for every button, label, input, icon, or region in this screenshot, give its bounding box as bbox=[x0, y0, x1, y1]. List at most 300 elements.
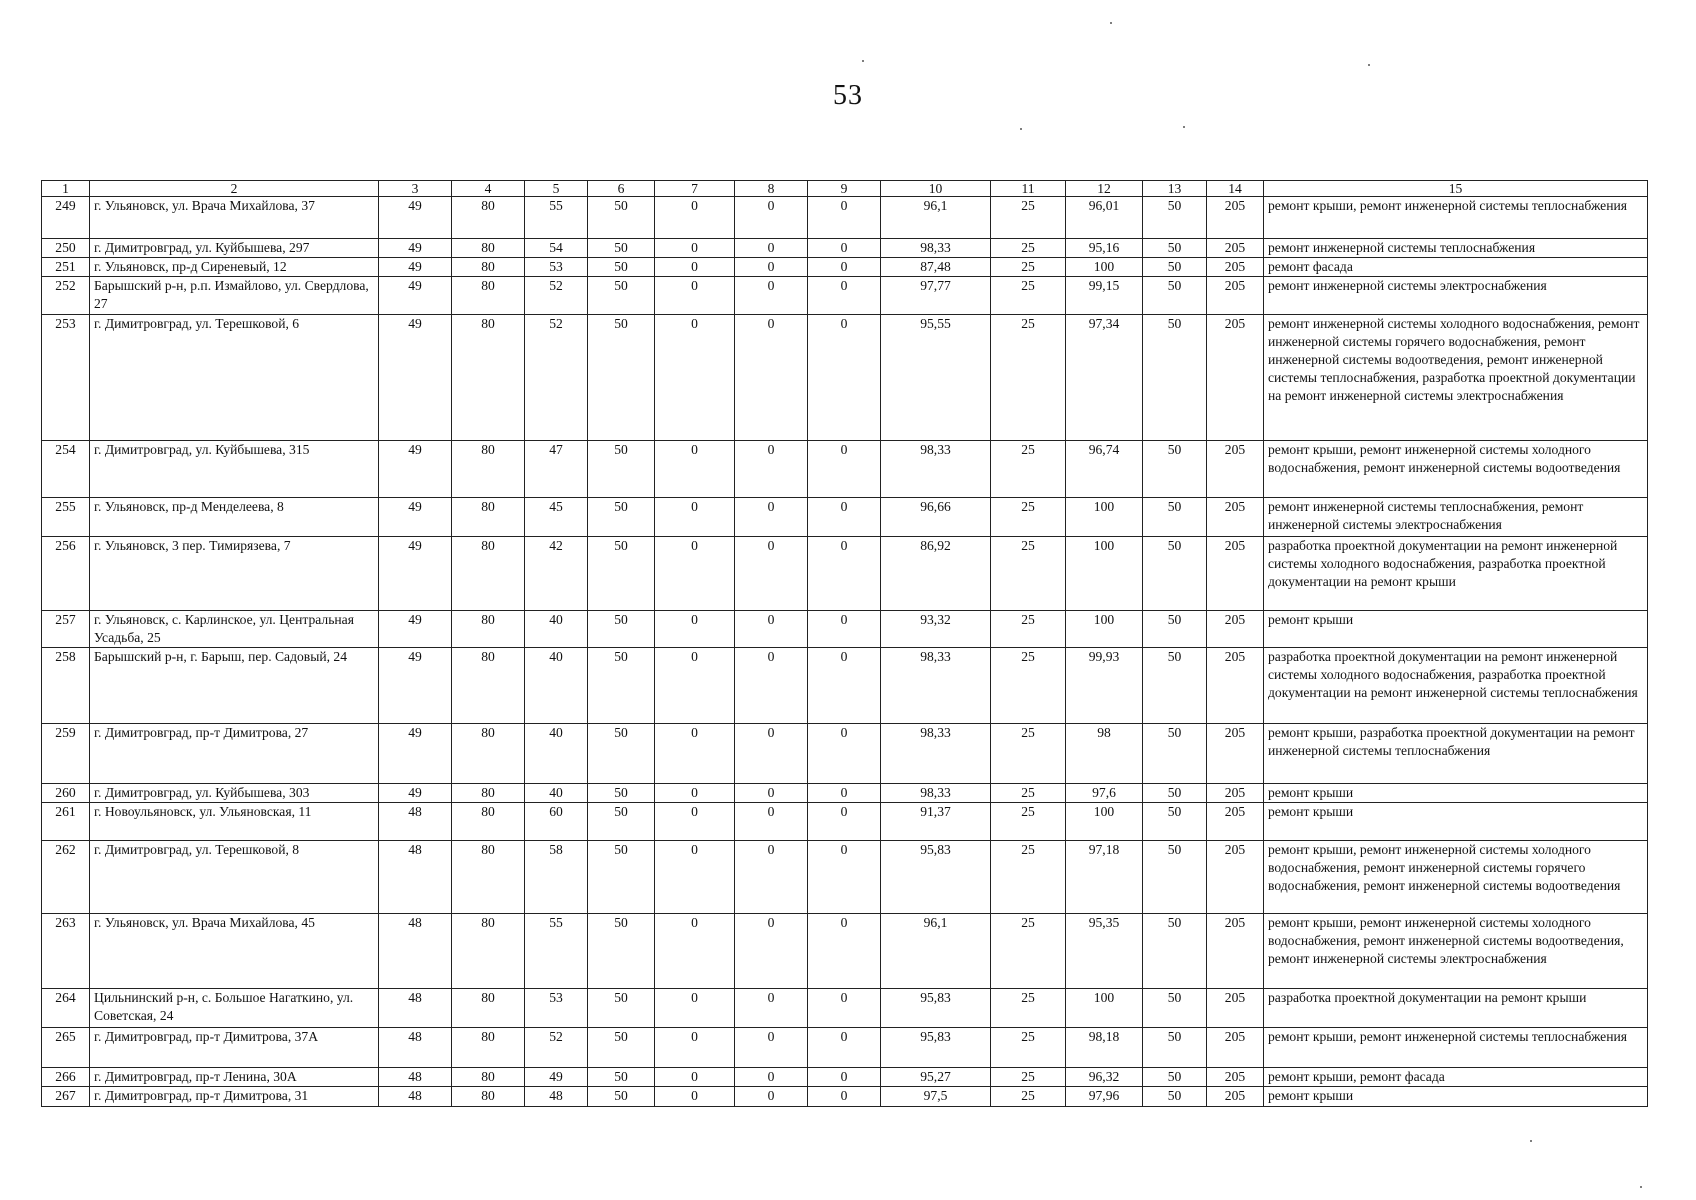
value-col-3: 49 bbox=[379, 441, 452, 498]
works-cell: разработка проектной документации на ремонт инженерной системы холодного водоснабжения, разработка проектной документации на ремонт крыши bbox=[1264, 537, 1648, 611]
table-row bbox=[42, 784, 1648, 803]
value-col-8: 0 bbox=[735, 611, 808, 648]
value-col-5: 40 bbox=[525, 724, 588, 784]
value-col-7: 0 bbox=[655, 784, 735, 803]
value-col-11: 25 bbox=[991, 277, 1066, 315]
value-col-13: 50 bbox=[1143, 258, 1207, 277]
value-col-12: 100 bbox=[1066, 803, 1143, 841]
value-col-7: 0 bbox=[655, 724, 735, 784]
value-col-14: 205 bbox=[1207, 258, 1264, 277]
value-col-7: 0 bbox=[655, 914, 735, 989]
value-col-14: 205 bbox=[1207, 197, 1264, 239]
value-col-3: 49 bbox=[379, 239, 452, 258]
address-cell: г. Димитровград, пр-т Ленина, 30А bbox=[90, 1068, 379, 1087]
value-col-10: 95,83 bbox=[881, 841, 991, 914]
table-row bbox=[42, 1087, 1648, 1107]
value-col-8: 0 bbox=[735, 1087, 808, 1107]
value-col-11: 25 bbox=[991, 914, 1066, 989]
value-col-5: 52 bbox=[525, 277, 588, 315]
works-cell: ремонт инженерной системы холодного водоснабжения, ремонт инженерной системы горячего водоснабжения, ремонт инженерной системы водоотведения, ремонт инженерной системы теплоснабжения, разработка проектной документации на ремонт инженерной системы электроснабжения bbox=[1264, 315, 1648, 441]
table-row bbox=[42, 258, 1648, 277]
value-col-9: 0 bbox=[808, 784, 881, 803]
value-col-10: 98,33 bbox=[881, 441, 991, 498]
value-col-5: 55 bbox=[525, 197, 588, 239]
value-col-14: 205 bbox=[1207, 784, 1264, 803]
value-col-10: 95,55 bbox=[881, 315, 991, 441]
value-col-3: 49 bbox=[379, 315, 452, 441]
value-col-14: 205 bbox=[1207, 537, 1264, 611]
table-row bbox=[42, 277, 1648, 315]
value-col-7: 0 bbox=[655, 841, 735, 914]
value-col-14: 205 bbox=[1207, 239, 1264, 258]
value-col-10: 91,37 bbox=[881, 803, 991, 841]
row-number: 257 bbox=[42, 611, 90, 648]
value-col-10: 98,33 bbox=[881, 239, 991, 258]
address-cell: г. Димитровград, ул. Терешковой, 8 bbox=[90, 841, 379, 914]
address-cell: г. Ульяновск, 3 пер. Тимирязева, 7 bbox=[90, 537, 379, 611]
value-col-6: 50 bbox=[588, 315, 655, 441]
row-number: 264 bbox=[42, 989, 90, 1028]
value-col-9: 0 bbox=[808, 1068, 881, 1087]
value-col-7: 0 bbox=[655, 258, 735, 277]
value-col-13: 50 bbox=[1143, 277, 1207, 315]
value-col-3: 48 bbox=[379, 803, 452, 841]
value-col-8: 0 bbox=[735, 315, 808, 441]
value-col-9: 0 bbox=[808, 258, 881, 277]
value-col-9: 0 bbox=[808, 537, 881, 611]
value-col-5: 42 bbox=[525, 537, 588, 611]
value-col-13: 50 bbox=[1143, 989, 1207, 1028]
value-col-4: 80 bbox=[452, 1028, 525, 1068]
value-col-4: 80 bbox=[452, 724, 525, 784]
value-col-11: 25 bbox=[991, 784, 1066, 803]
value-col-12: 97,18 bbox=[1066, 841, 1143, 914]
works-cell: ремонт крыши bbox=[1264, 784, 1648, 803]
value-col-6: 50 bbox=[588, 537, 655, 611]
value-col-9: 0 bbox=[808, 197, 881, 239]
value-col-13: 50 bbox=[1143, 611, 1207, 648]
value-col-7: 0 bbox=[655, 611, 735, 648]
works-cell: ремонт крыши, ремонт инженерной системы теплоснабжения bbox=[1264, 1028, 1648, 1068]
value-col-9: 0 bbox=[808, 648, 881, 724]
value-col-13: 50 bbox=[1143, 1068, 1207, 1087]
value-col-3: 48 bbox=[379, 1087, 452, 1107]
value-col-10: 95,27 bbox=[881, 1068, 991, 1087]
works-cell: ремонт инженерной системы электроснабжения bbox=[1264, 277, 1648, 315]
scan-speck bbox=[1368, 64, 1370, 66]
address-cell: г. Димитровград, ул. Куйбышева, 297 bbox=[90, 239, 379, 258]
value-col-14: 205 bbox=[1207, 1028, 1264, 1068]
value-col-8: 0 bbox=[735, 441, 808, 498]
address-cell: г. Ульяновск, ул. Врача Михайлова, 37 bbox=[90, 197, 379, 239]
value-col-12: 99,93 bbox=[1066, 648, 1143, 724]
value-col-5: 53 bbox=[525, 989, 588, 1028]
address-cell: г. Новоульяновск, ул. Ульяновская, 11 bbox=[90, 803, 379, 841]
value-col-14: 205 bbox=[1207, 803, 1264, 841]
table-row bbox=[42, 441, 1648, 498]
value-col-11: 25 bbox=[991, 315, 1066, 441]
table-row bbox=[42, 1028, 1648, 1068]
value-col-8: 0 bbox=[735, 724, 808, 784]
value-col-9: 0 bbox=[808, 803, 881, 841]
value-col-7: 0 bbox=[655, 498, 735, 537]
works-cell: разработка проектной документации на ремонт крыши bbox=[1264, 989, 1648, 1028]
value-col-12: 100 bbox=[1066, 258, 1143, 277]
value-col-7: 0 bbox=[655, 803, 735, 841]
value-col-14: 205 bbox=[1207, 315, 1264, 441]
value-col-4: 80 bbox=[452, 197, 525, 239]
value-col-3: 48 bbox=[379, 1028, 452, 1068]
works-cell: ремонт крыши, ремонт инженерной системы холодного водоснабжения, ремонт инженерной системы горячего водоснабжения, ремонт инженерной системы водоотведения bbox=[1264, 841, 1648, 914]
value-col-3: 49 bbox=[379, 277, 452, 315]
column-header: 1 bbox=[42, 181, 90, 197]
value-col-5: 40 bbox=[525, 648, 588, 724]
value-col-4: 80 bbox=[452, 784, 525, 803]
row-number: 251 bbox=[42, 258, 90, 277]
value-col-6: 50 bbox=[588, 803, 655, 841]
value-col-8: 0 bbox=[735, 803, 808, 841]
value-col-3: 48 bbox=[379, 989, 452, 1028]
value-col-8: 0 bbox=[735, 197, 808, 239]
value-col-6: 50 bbox=[588, 1028, 655, 1068]
value-col-13: 50 bbox=[1143, 239, 1207, 258]
value-col-11: 25 bbox=[991, 841, 1066, 914]
works-cell: ремонт инженерной системы теплоснабжения, ремонт инженерной системы электроснабжения bbox=[1264, 498, 1648, 537]
value-col-12: 98 bbox=[1066, 724, 1143, 784]
value-col-6: 50 bbox=[588, 1087, 655, 1107]
address-cell: г. Ульяновск, пр-д Сиреневый, 12 bbox=[90, 258, 379, 277]
value-col-5: 40 bbox=[525, 611, 588, 648]
value-col-6: 50 bbox=[588, 277, 655, 315]
value-col-4: 80 bbox=[452, 1068, 525, 1087]
value-col-4: 80 bbox=[452, 258, 525, 277]
value-col-6: 50 bbox=[588, 724, 655, 784]
works-cell: ремонт крыши bbox=[1264, 803, 1648, 841]
value-col-11: 25 bbox=[991, 537, 1066, 611]
row-number: 252 bbox=[42, 277, 90, 315]
value-col-8: 0 bbox=[735, 784, 808, 803]
column-header: 7 bbox=[655, 181, 735, 197]
value-col-4: 80 bbox=[452, 841, 525, 914]
value-col-6: 50 bbox=[588, 498, 655, 537]
value-col-14: 205 bbox=[1207, 1087, 1264, 1107]
value-col-12: 96,74 bbox=[1066, 441, 1143, 498]
value-col-3: 48 bbox=[379, 914, 452, 989]
value-col-6: 50 bbox=[588, 989, 655, 1028]
address-cell: Барышский р-н, р.п. Измайлово, ул. Свердлова, 27 bbox=[90, 277, 379, 315]
column-header: 3 bbox=[379, 181, 452, 197]
value-col-10: 95,83 bbox=[881, 989, 991, 1028]
works-cell: ремонт фасада bbox=[1264, 258, 1648, 277]
value-col-8: 0 bbox=[735, 841, 808, 914]
value-col-13: 50 bbox=[1143, 441, 1207, 498]
value-col-6: 50 bbox=[588, 648, 655, 724]
value-col-8: 0 bbox=[735, 1028, 808, 1068]
value-col-7: 0 bbox=[655, 537, 735, 611]
value-col-12: 100 bbox=[1066, 989, 1143, 1028]
column-header: 11 bbox=[991, 181, 1066, 197]
value-col-5: 54 bbox=[525, 239, 588, 258]
value-col-5: 49 bbox=[525, 1068, 588, 1087]
value-col-13: 50 bbox=[1143, 197, 1207, 239]
column-header: 15 bbox=[1264, 181, 1648, 197]
value-col-14: 205 bbox=[1207, 498, 1264, 537]
row-number: 249 bbox=[42, 197, 90, 239]
value-col-11: 25 bbox=[991, 648, 1066, 724]
value-col-6: 50 bbox=[588, 239, 655, 258]
value-col-10: 96,1 bbox=[881, 914, 991, 989]
table-row bbox=[42, 989, 1648, 1028]
value-col-9: 0 bbox=[808, 1087, 881, 1107]
value-col-3: 48 bbox=[379, 1068, 452, 1087]
value-col-12: 97,96 bbox=[1066, 1087, 1143, 1107]
value-col-9: 0 bbox=[808, 914, 881, 989]
address-cell: г. Димитровград, пр-т Димитрова, 27 bbox=[90, 724, 379, 784]
table-row bbox=[42, 648, 1648, 724]
value-col-9: 0 bbox=[808, 724, 881, 784]
works-cell: ремонт крыши bbox=[1264, 1087, 1648, 1107]
value-col-11: 25 bbox=[991, 498, 1066, 537]
table-row bbox=[42, 611, 1648, 648]
column-header: 10 bbox=[881, 181, 991, 197]
row-number: 254 bbox=[42, 441, 90, 498]
housing-repair-table bbox=[41, 180, 1648, 1107]
row-number: 267 bbox=[42, 1087, 90, 1107]
value-col-9: 0 bbox=[808, 611, 881, 648]
row-number: 265 bbox=[42, 1028, 90, 1068]
column-header: 6 bbox=[588, 181, 655, 197]
value-col-9: 0 bbox=[808, 315, 881, 441]
value-col-9: 0 bbox=[808, 277, 881, 315]
value-col-12: 96,01 bbox=[1066, 197, 1143, 239]
value-col-14: 205 bbox=[1207, 648, 1264, 724]
value-col-14: 205 bbox=[1207, 841, 1264, 914]
value-col-8: 0 bbox=[735, 648, 808, 724]
value-col-11: 25 bbox=[991, 611, 1066, 648]
value-col-10: 95,83 bbox=[881, 1028, 991, 1068]
value-col-7: 0 bbox=[655, 1028, 735, 1068]
value-col-8: 0 bbox=[735, 239, 808, 258]
value-col-12: 99,15 bbox=[1066, 277, 1143, 315]
value-col-6: 50 bbox=[588, 441, 655, 498]
value-col-5: 45 bbox=[525, 498, 588, 537]
value-col-4: 80 bbox=[452, 803, 525, 841]
row-number: 255 bbox=[42, 498, 90, 537]
works-cell: ремонт крыши, ремонт инженерной системы холодного водоснабжения, ремонт инженерной системы водоотведения, ремонт инженерной системы электроснабжения bbox=[1264, 914, 1648, 989]
value-col-4: 80 bbox=[452, 239, 525, 258]
scan-speck bbox=[1020, 128, 1022, 130]
value-col-6: 50 bbox=[588, 197, 655, 239]
value-col-13: 50 bbox=[1143, 498, 1207, 537]
value-col-10: 97,77 bbox=[881, 277, 991, 315]
value-col-3: 49 bbox=[379, 784, 452, 803]
value-col-12: 97,34 bbox=[1066, 315, 1143, 441]
value-col-5: 58 bbox=[525, 841, 588, 914]
value-col-11: 25 bbox=[991, 258, 1066, 277]
table-row bbox=[42, 914, 1648, 989]
value-col-10: 87,48 bbox=[881, 258, 991, 277]
value-col-8: 0 bbox=[735, 537, 808, 611]
value-col-13: 50 bbox=[1143, 1028, 1207, 1068]
table-row bbox=[42, 841, 1648, 914]
value-col-7: 0 bbox=[655, 277, 735, 315]
column-header: 9 bbox=[808, 181, 881, 197]
address-cell: г. Ульяновск, пр-д Менделеева, 8 bbox=[90, 498, 379, 537]
works-cell: ремонт крыши, ремонт фасада bbox=[1264, 1068, 1648, 1087]
value-col-10: 93,32 bbox=[881, 611, 991, 648]
value-col-10: 96,1 bbox=[881, 197, 991, 239]
value-col-12: 95,35 bbox=[1066, 914, 1143, 989]
address-cell: г. Ульяновск, ул. Врача Михайлова, 45 bbox=[90, 914, 379, 989]
value-col-9: 0 bbox=[808, 441, 881, 498]
value-col-10: 97,5 bbox=[881, 1087, 991, 1107]
value-col-5: 52 bbox=[525, 1028, 588, 1068]
value-col-9: 0 bbox=[808, 498, 881, 537]
scan-speck bbox=[1110, 22, 1112, 24]
value-col-12: 98,18 bbox=[1066, 1028, 1143, 1068]
scan-speck bbox=[1183, 126, 1185, 128]
works-cell: ремонт крыши, разработка проектной документации на ремонт инженерной системы теплоснабжения bbox=[1264, 724, 1648, 784]
value-col-8: 0 bbox=[735, 498, 808, 537]
value-col-11: 25 bbox=[991, 724, 1066, 784]
value-col-4: 80 bbox=[452, 277, 525, 315]
table-row bbox=[42, 498, 1648, 537]
column-header: 12 bbox=[1066, 181, 1143, 197]
value-col-6: 50 bbox=[588, 258, 655, 277]
value-col-5: 40 bbox=[525, 784, 588, 803]
value-col-12: 96,32 bbox=[1066, 1068, 1143, 1087]
value-col-11: 25 bbox=[991, 1087, 1066, 1107]
address-cell: г. Димитровград, ул. Куйбышева, 303 bbox=[90, 784, 379, 803]
scan-speck bbox=[1640, 1186, 1642, 1188]
value-col-9: 0 bbox=[808, 989, 881, 1028]
works-cell: ремонт крыши bbox=[1264, 611, 1648, 648]
value-col-3: 49 bbox=[379, 197, 452, 239]
value-col-7: 0 bbox=[655, 315, 735, 441]
table-row bbox=[42, 1068, 1648, 1087]
value-col-8: 0 bbox=[735, 914, 808, 989]
value-col-5: 55 bbox=[525, 914, 588, 989]
row-number: 261 bbox=[42, 803, 90, 841]
value-col-11: 25 bbox=[991, 441, 1066, 498]
works-cell: ремонт крыши, ремонт инженерной системы теплоснабжения bbox=[1264, 197, 1648, 239]
value-col-6: 50 bbox=[588, 914, 655, 989]
value-col-10: 98,33 bbox=[881, 784, 991, 803]
works-cell: ремонт крыши, ремонт инженерной системы холодного водоснабжения, ремонт инженерной системы водоотведения bbox=[1264, 441, 1648, 498]
column-header: 4 bbox=[452, 181, 525, 197]
value-col-3: 49 bbox=[379, 498, 452, 537]
page-number: 53 bbox=[833, 80, 863, 111]
value-col-6: 50 bbox=[588, 1068, 655, 1087]
value-col-12: 97,6 bbox=[1066, 784, 1143, 803]
value-col-7: 0 bbox=[655, 1068, 735, 1087]
value-col-4: 80 bbox=[452, 441, 525, 498]
value-col-13: 50 bbox=[1143, 537, 1207, 611]
value-col-11: 25 bbox=[991, 803, 1066, 841]
value-col-14: 205 bbox=[1207, 611, 1264, 648]
value-col-14: 205 bbox=[1207, 914, 1264, 989]
column-header: 8 bbox=[735, 181, 808, 197]
value-col-7: 0 bbox=[655, 989, 735, 1028]
value-col-11: 25 bbox=[991, 197, 1066, 239]
row-number: 256 bbox=[42, 537, 90, 611]
row-number: 258 bbox=[42, 648, 90, 724]
address-cell: г. Димитровград, ул. Терешковой, 6 bbox=[90, 315, 379, 441]
works-cell: разработка проектной документации на ремонт инженерной системы холодного водоснабжения, разработка проектной документации на ремонт инженерной системы теплоснабжения bbox=[1264, 648, 1648, 724]
value-col-10: 98,33 bbox=[881, 648, 991, 724]
works-cell: ремонт инженерной системы теплоснабжения bbox=[1264, 239, 1648, 258]
scan-speck bbox=[862, 60, 864, 62]
value-col-7: 0 bbox=[655, 441, 735, 498]
value-col-4: 80 bbox=[452, 914, 525, 989]
value-col-9: 0 bbox=[808, 1028, 881, 1068]
table-row bbox=[42, 315, 1648, 441]
address-cell: г. Димитровград, ул. Куйбышева, 315 bbox=[90, 441, 379, 498]
row-number: 250 bbox=[42, 239, 90, 258]
column-header: 2 bbox=[90, 181, 379, 197]
value-col-4: 80 bbox=[452, 611, 525, 648]
value-col-3: 49 bbox=[379, 258, 452, 277]
scan-speck bbox=[1530, 1140, 1532, 1142]
value-col-14: 205 bbox=[1207, 1068, 1264, 1087]
address-cell: г. Димитровград, пр-т Димитрова, 37А bbox=[90, 1028, 379, 1068]
value-col-12: 100 bbox=[1066, 498, 1143, 537]
row-number: 253 bbox=[42, 315, 90, 441]
value-col-4: 80 bbox=[452, 315, 525, 441]
address-cell: Цильнинский р-н, с. Большое Нагаткино, ул. Советская, 24 bbox=[90, 989, 379, 1028]
table-row bbox=[42, 803, 1648, 841]
value-col-6: 50 bbox=[588, 784, 655, 803]
row-number: 259 bbox=[42, 724, 90, 784]
value-col-7: 0 bbox=[655, 648, 735, 724]
value-col-8: 0 bbox=[735, 277, 808, 315]
row-number: 263 bbox=[42, 914, 90, 989]
value-col-11: 25 bbox=[991, 1028, 1066, 1068]
value-col-5: 52 bbox=[525, 315, 588, 441]
value-col-14: 205 bbox=[1207, 441, 1264, 498]
value-col-9: 0 bbox=[808, 239, 881, 258]
header-row bbox=[42, 181, 1648, 197]
value-col-9: 0 bbox=[808, 841, 881, 914]
table-body bbox=[42, 197, 1648, 1107]
row-number: 262 bbox=[42, 841, 90, 914]
value-col-11: 25 bbox=[991, 239, 1066, 258]
value-col-4: 80 bbox=[452, 989, 525, 1028]
value-col-8: 0 bbox=[735, 258, 808, 277]
value-col-13: 50 bbox=[1143, 803, 1207, 841]
table-row bbox=[42, 197, 1648, 239]
value-col-13: 50 bbox=[1143, 724, 1207, 784]
table-row bbox=[42, 239, 1648, 258]
value-col-14: 205 bbox=[1207, 277, 1264, 315]
value-col-6: 50 bbox=[588, 611, 655, 648]
table-row bbox=[42, 537, 1648, 611]
value-col-3: 49 bbox=[379, 648, 452, 724]
value-col-7: 0 bbox=[655, 1087, 735, 1107]
value-col-3: 49 bbox=[379, 611, 452, 648]
value-col-13: 50 bbox=[1143, 784, 1207, 803]
row-number: 266 bbox=[42, 1068, 90, 1087]
value-col-7: 0 bbox=[655, 197, 735, 239]
value-col-4: 80 bbox=[452, 498, 525, 537]
value-col-13: 50 bbox=[1143, 648, 1207, 724]
column-header: 14 bbox=[1207, 181, 1264, 197]
value-col-11: 25 bbox=[991, 1068, 1066, 1087]
column-header: 13 bbox=[1143, 181, 1207, 197]
value-col-3: 49 bbox=[379, 724, 452, 784]
value-col-13: 50 bbox=[1143, 1087, 1207, 1107]
table-row bbox=[42, 724, 1648, 784]
